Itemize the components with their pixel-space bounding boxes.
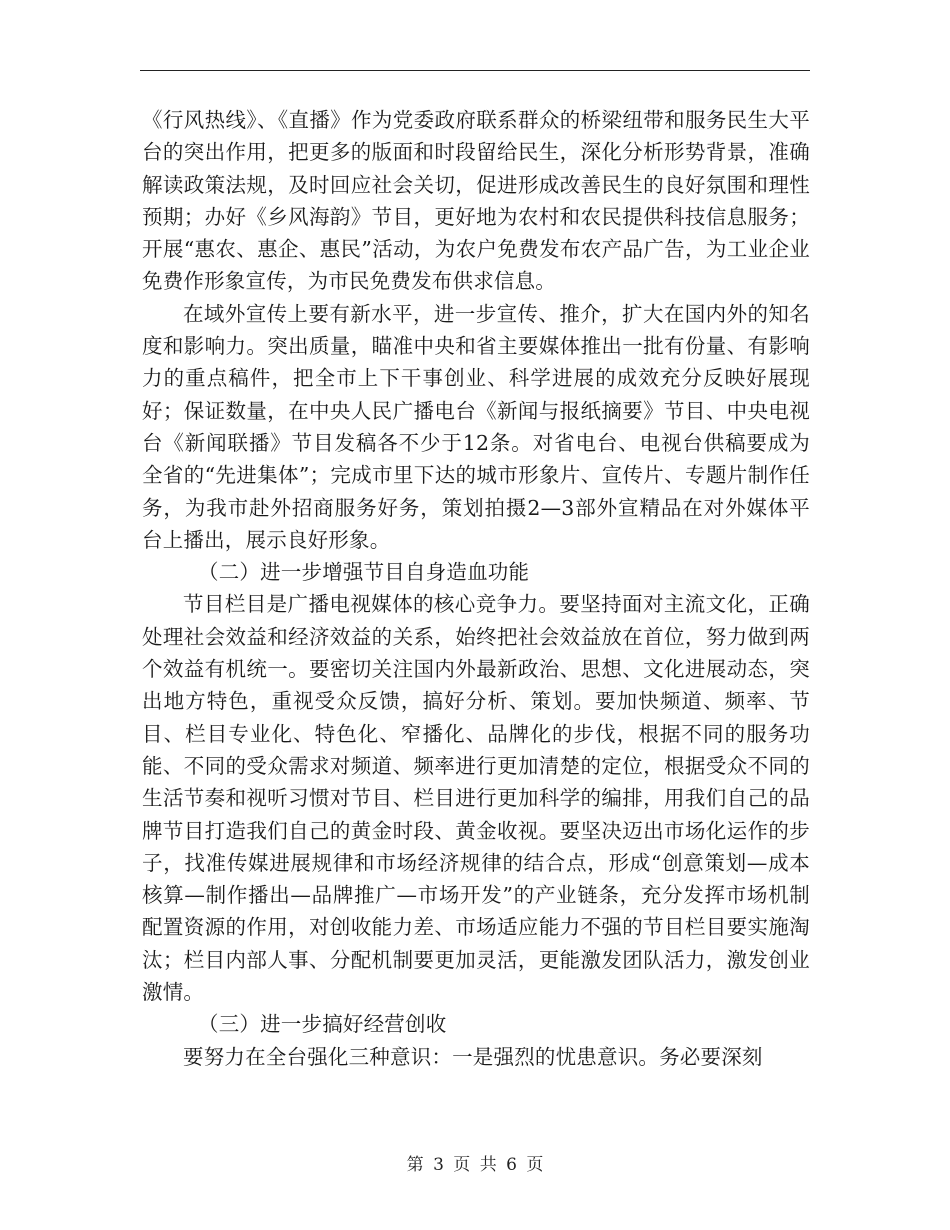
paragraph-awareness: 要努力在全台强化三种意识：一是强烈的忧患意识。务必要深刻	[183, 1044, 763, 1069]
paragraph-external-publicity: 在域外宣传上要有新水平，进一步宣传、推介，扩大在国内外的知名度和影响力。突出质量，瞄准中央和省主要媒体推出一批有份量、有影响力的重点稿件，把全市上下干事创业、科学进展的成效充分反映好展现好；保证数量，在中央人民广播电台《新闻与报纸摘要》节目、中央电视台《新闻联播》节目发稿各不少于12条。对省电台、电视台供稿要成为全省的“先进集体”；完成市里下达的城市形象片、宣传片、专题片制作任务，为我市赴外招商服务好务，策划拍摄2—3部外宣精品在对外媒体平台上播出，展示良好形象。	[142, 301, 810, 552]
section-heading-2: （二）进一步增强节目自身造血功能	[198, 560, 530, 585]
paragraph-programs: 节目栏目是广播电视媒体的核心竞争力。要坚持面对主流文化，正确处理社会效益和经济效益的关系，始终把社会效益放在首位，努力做到两个效益有机统一。要密切关注国内外最新政治、思想、文化进展动态，突出地方特色，重视受众反馈，搞好分析、策划。要加快频道、频率、节目、栏目专业化、特色化、窄播化、品牌化的步伐，根据不同的服务功能、不同的受众需求对频道、频率进行更加清楚的定位，根据受众不同的生活节奏和视听习惯对节目、栏目进行更加科学的编排，用我们自己的品牌节目打造我们自己的黄金时段、黄金收视。要坚决迈出市场化运作的步子，找准传媒进展规律和市场经济规律的结合点，形成“创意策划—成本核算—制作播出—品牌推广—市场开发”的产业链条，充分发挥市场机制配置资源的作用，对创收能力差、市场适应能力不强的节目栏目要实施淘汰；栏目内部人事、分配机制要更加灵活，更能激发团队活力，激发创业激情。	[142, 592, 810, 1005]
page-footer: 第 3 页 共 6 页	[406, 1155, 544, 1175]
paragraph-continuation: 《行风热线》、《直播》作为党委政府联系群众的桥梁纽带和服务民生大平台的突出作用，把更多的版面和时段留给民生，深化分析形势背景，准确解读政策法规，及时回应社会关切，促进形成改善民生的良好氛围和理性预期；办好《乡风海韵》节目，更好地为农村和农民提供科技信息服务；开展“惠农、惠企、惠民”活动，为农户免费发布农产品广告，为工业企业免费作形象宣传，为市民免费发布供求信息。	[142, 108, 810, 294]
section-heading-3: （三）进一步搞好经营创收	[198, 1012, 447, 1037]
document-body	[142, 104, 810, 1073]
header-rule	[140, 70, 810, 71]
